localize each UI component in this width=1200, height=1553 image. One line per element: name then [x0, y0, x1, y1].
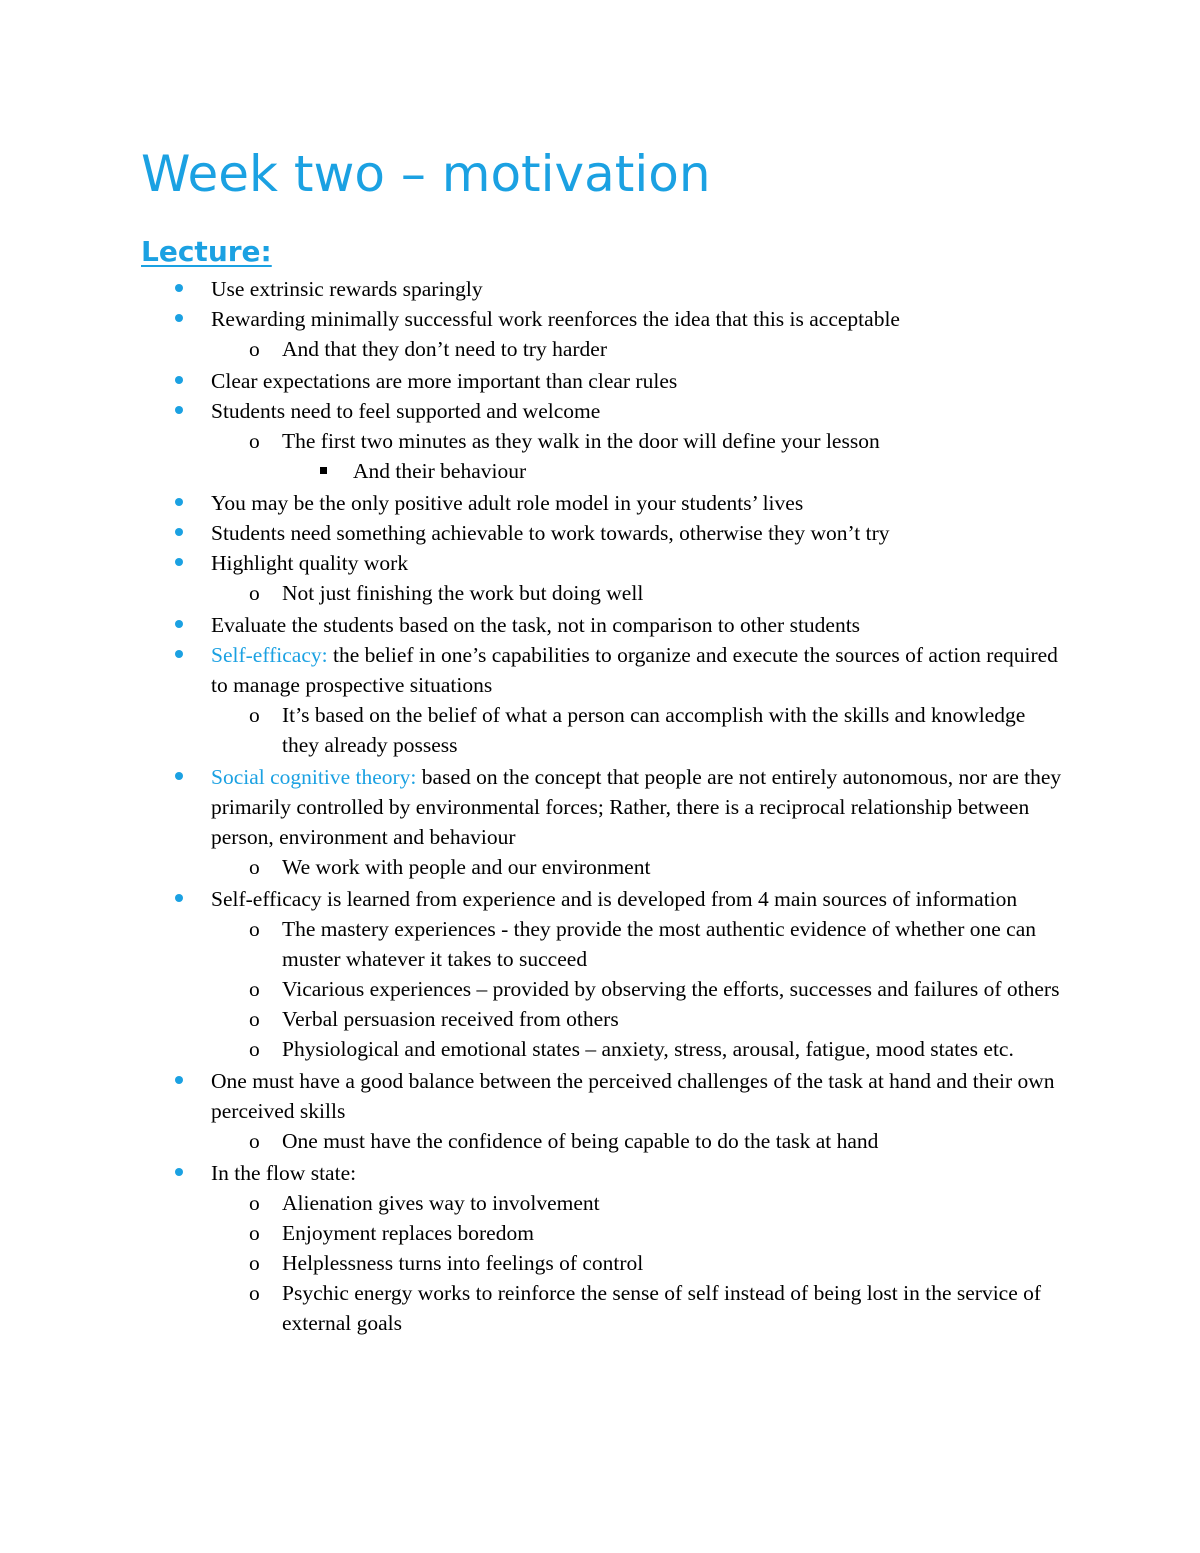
bullet-circle-icon: o	[249, 1129, 260, 1153]
bullet-circle-icon: o	[249, 1007, 260, 1031]
bullet-circle-icon: o	[249, 429, 260, 453]
list-item-text: Use extrinsic rewards sparingly	[211, 277, 483, 301]
list-item-text: Verbal persuasion received from others	[282, 1007, 619, 1031]
list-item-text: Physiological and emotional states – anxiety, stress, arousal, fatigue, mood states etc.	[282, 1037, 1014, 1061]
page-title: Week two – motivation	[141, 145, 711, 203]
list-item-level-2	[249, 426, 1062, 456]
list-item-level-1	[211, 1066, 1071, 1126]
bullet-circle-icon: o	[249, 855, 260, 879]
bullet-dot-icon	[175, 558, 183, 566]
bullet-dot-icon	[175, 284, 183, 292]
list-item-level-1	[211, 518, 1071, 548]
list-item-text: Psychic energy works to reinforce the sense of self instead of being lost in the service of external goals	[282, 1281, 1042, 1335]
list-item-level-2	[249, 578, 1062, 608]
bullet-dot-icon	[175, 1168, 183, 1176]
list-item-text: One must have a good balance between the perceived challenges of the task at hand and their own perceived skills	[211, 1069, 1055, 1123]
list-item-level-1	[211, 640, 1071, 700]
list-item-text: It’s based on the belief of what a person can accomplish with the skills and knowledge they already possess	[282, 703, 1026, 757]
bullet-dot-icon	[175, 772, 183, 780]
list-item-text: And their behaviour	[353, 459, 527, 483]
list-item-level-1	[211, 884, 1071, 914]
bullet-circle-icon: o	[249, 917, 260, 941]
bullet-circle-icon: o	[249, 1281, 260, 1305]
list-item-level-1	[211, 396, 1071, 426]
list-item-level-1	[211, 304, 1071, 334]
list-item-text: Helplessness turns into feelings of control	[282, 1251, 644, 1275]
bullet-circle-icon: o	[249, 1221, 260, 1245]
bullet-circle-icon: o	[249, 581, 260, 605]
list-item-text: And that they don’t need to try harder	[282, 337, 607, 361]
list-item-text: Evaluate the students based on the task, not in comparison to other students	[211, 613, 861, 637]
bullet-dot-icon	[175, 894, 183, 902]
bullet-square-icon	[320, 467, 327, 474]
list-item-level-2	[249, 1278, 1062, 1338]
list-item-level-1	[211, 548, 1071, 578]
list-item-text: The first two minutes as they walk in the door will define your lesson	[282, 429, 880, 453]
list-item-text: Clear expectations are more important than clear rules	[211, 369, 678, 393]
bullet-dot-icon	[175, 406, 183, 414]
list-item-level-1	[211, 610, 1071, 640]
list-item-text: The mastery experiences - they provide the most authentic evidence of whether one can muster whatever it takes to succeed	[282, 917, 1036, 971]
list-item-text: Self-efficacy is learned from experience and is developed from 4 main sources of information	[211, 887, 1018, 911]
bullet-circle-icon: o	[249, 703, 260, 727]
list-item-text: Rewarding minimally successful work reenforces the idea that this is acceptable	[211, 307, 900, 331]
section-heading-lecture: Lecture:	[141, 235, 272, 268]
term-label: Social cognitive theory:	[211, 765, 417, 789]
list-item-level-2	[249, 1004, 1062, 1034]
list-item-level-2	[249, 334, 1062, 364]
bullet-dot-icon	[175, 650, 183, 658]
lecture-notes-list	[0, 274, 1200, 1338]
bullet-dot-icon	[175, 498, 183, 506]
list-item-level-2	[249, 1188, 1062, 1218]
list-item-level-1	[211, 762, 1071, 852]
list-item-level-2	[249, 1126, 1062, 1156]
bullet-dot-icon	[175, 620, 183, 628]
bullet-circle-icon: o	[249, 1251, 260, 1275]
list-item-text: based on the concept that people are not entirely autonomous, nor are they primarily controlled by environmental forces; Rather, there is a reciprocal relationship between person, environment and behaviour	[211, 765, 1062, 849]
bullet-circle-icon: o	[249, 1037, 260, 1061]
list-item-text: Students need to feel supported and welcome	[211, 399, 601, 423]
list-item-level-2	[249, 974, 1062, 1004]
list-item-level-1	[211, 488, 1071, 518]
list-item-level-2	[249, 1034, 1062, 1064]
list-item-level-2	[249, 1218, 1062, 1248]
list-item-text: Enjoyment replaces boredom	[282, 1221, 534, 1245]
list-item-text: Highlight quality work	[211, 551, 409, 575]
list-item-text: One must have the confidence of being capable to do the task at hand	[282, 1129, 879, 1153]
list-item-text: We work with people and our environment	[282, 855, 651, 879]
bullet-dot-icon	[175, 314, 183, 322]
bullet-circle-icon: o	[249, 337, 260, 361]
bullet-dot-icon	[175, 528, 183, 536]
list-item-level-3	[353, 456, 1053, 486]
list-item-level-2	[249, 700, 1062, 760]
list-item-text: the belief in one’s capabilities to organize and execute the sources of action required to manage prospective situations	[211, 643, 1058, 697]
list-item-level-1	[211, 366, 1071, 396]
bullet-dot-icon	[175, 376, 183, 384]
list-item-level-1	[211, 1158, 1071, 1188]
list-item-level-2	[249, 914, 1062, 974]
bullet-circle-icon: o	[249, 977, 260, 1001]
bullet-circle-icon: o	[249, 1191, 260, 1215]
list-item-level-2	[249, 852, 1062, 882]
list-item-level-1	[211, 274, 1071, 304]
bullet-dot-icon	[175, 1076, 183, 1084]
list-item-text: Alienation gives way to involvement	[282, 1191, 600, 1215]
list-item-text: In the flow state:	[211, 1161, 357, 1185]
list-item-text: Not just finishing the work but doing well	[282, 581, 644, 605]
list-item-text: You may be the only positive adult role model in your students’ lives	[211, 491, 804, 515]
list-item-level-2	[249, 1248, 1062, 1278]
list-item-text: Students need something achievable to work towards, otherwise they won’t try	[211, 521, 890, 545]
term-label: Self-efficacy:	[211, 643, 328, 667]
list-item-text: Vicarious experiences – provided by observing the efforts, successes and failures of others	[282, 977, 1060, 1001]
